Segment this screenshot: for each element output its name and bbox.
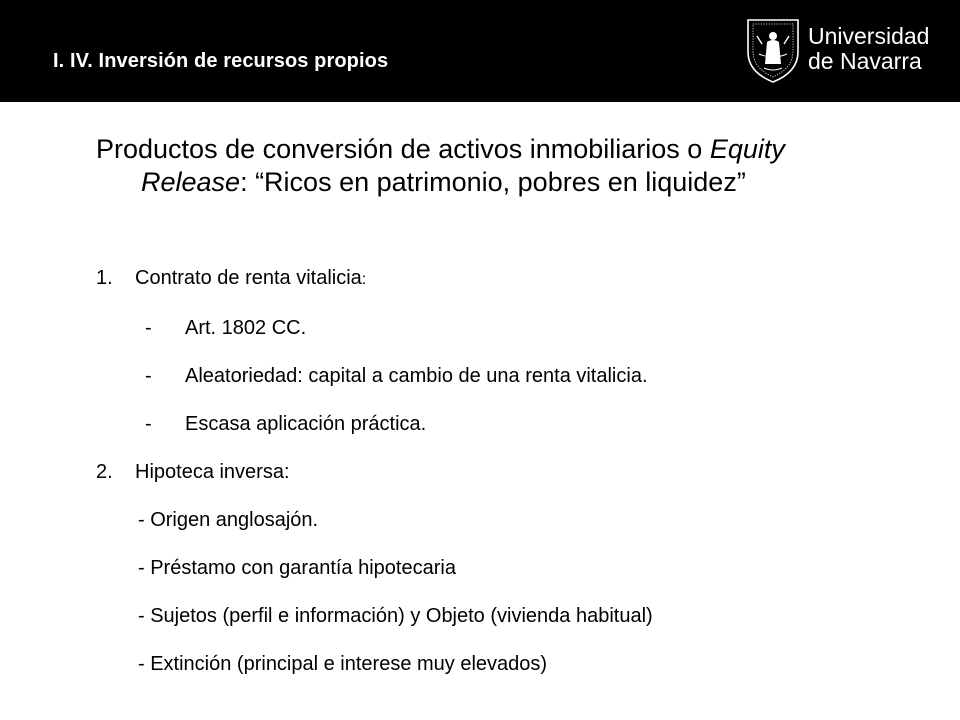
university-logo-text xyxy=(808,24,929,74)
sub-item-dash: - xyxy=(145,317,152,339)
sub-item: - Extinción (principal e interese muy elevados) xyxy=(138,653,548,675)
list-item-1-suffix: : xyxy=(361,271,367,288)
sub-item-text: Aleatoriedad: capital a cambio de una renta vitalicia. xyxy=(185,365,648,387)
list-item-1-label xyxy=(135,266,366,292)
sub-item-dash: - xyxy=(145,413,152,435)
logo-line-2: de Navarra xyxy=(808,48,922,74)
intro-text-2: : “Ricos en patrimonio, pobres en liquidez” xyxy=(240,167,746,197)
list-item-1-text: Contrato de renta vitalicia xyxy=(135,267,362,289)
list-number: 1. xyxy=(96,267,113,289)
list-number: 2. xyxy=(96,461,113,483)
intro-paragraph xyxy=(96,133,881,199)
list-item-2-text: Hipoteca inversa: xyxy=(135,461,290,483)
university-logo xyxy=(742,14,942,84)
sub-item-text: Art. 1802 CC. xyxy=(185,317,307,339)
intro-italic-term: Equity Release xyxy=(141,134,785,197)
sub-item-text: Escasa aplicación práctica. xyxy=(185,413,427,435)
university-seal-icon xyxy=(742,14,804,84)
slide-header xyxy=(0,0,960,102)
sub-item: - Origen anglosajón. xyxy=(138,509,319,531)
intro-text-1: Productos de conversión de activos inmobiliarios o xyxy=(96,134,710,164)
logo-line-1: Universidad xyxy=(808,23,930,49)
sub-item-dash: - xyxy=(145,365,152,387)
sub-item: - Préstamo con garantía hipotecaria xyxy=(138,557,456,579)
slide-title: I. IV. Inversión de recursos propios xyxy=(53,50,389,72)
sub-item: - Sujetos (perfil e información) y Objeto (vivienda habitual) xyxy=(138,605,653,627)
